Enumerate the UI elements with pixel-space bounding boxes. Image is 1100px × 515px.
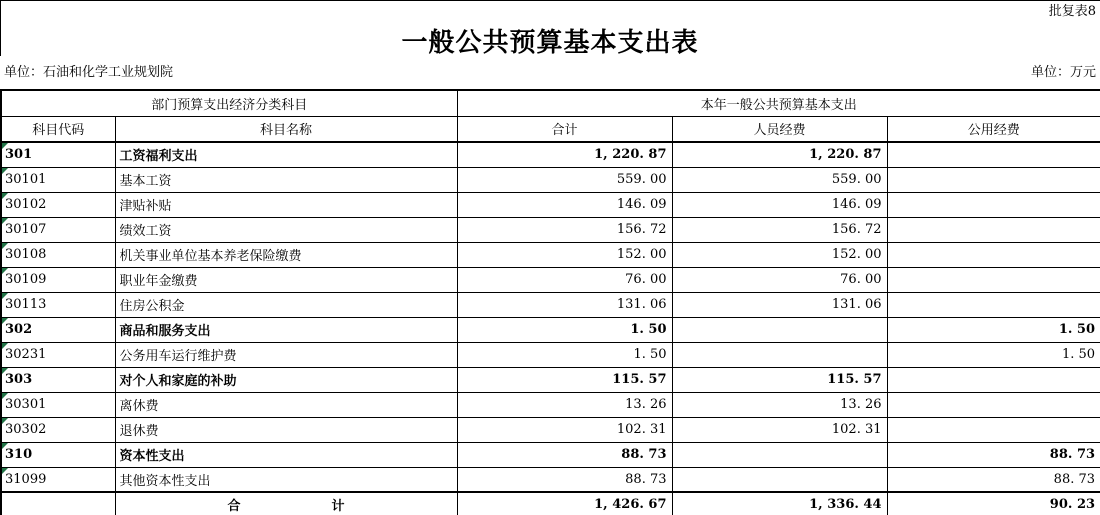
cell-total-amount: [457, 217, 672, 242]
col-header-name: 科目名称: [115, 116, 457, 142]
excel-corner-flag-icon: [2, 343, 8, 349]
table-row: [1, 367, 1100, 392]
cell-personnel-amount: [672, 417, 887, 442]
cell-personnel-amount: [672, 342, 887, 367]
subject-name-text: 机关事业单位基本养老保险缴费: [119, 249, 302, 264]
cell-personnel-amount: [672, 367, 887, 392]
total-amount-text: 76. 00: [625, 272, 667, 287]
public-amount-text: 88. 73: [1053, 471, 1096, 487]
excel-corner-flag-icon: [2, 293, 8, 299]
subject-code-text: 30107: [5, 222, 47, 237]
subject-code-text: 302: [5, 322, 33, 337]
cell-personnel-amount: [672, 392, 887, 417]
cell-public-amount: [887, 217, 1100, 242]
cell-total-amount: [457, 417, 672, 442]
public-amount-text: 1. 50: [1058, 322, 1096, 337]
cell-subject-name: [115, 217, 457, 242]
subject-code-text: 30101: [5, 172, 47, 187]
cell-public-amount: [887, 317, 1100, 342]
subject-name-text: 对个人和家庭的补助: [119, 374, 237, 389]
personnel-amount-text: 152. 00: [831, 247, 882, 262]
cell-public-amount: [887, 367, 1100, 392]
subject-code-text: 30109: [5, 272, 47, 287]
subject-name-text: 资本性支出: [119, 449, 185, 464]
cell-total-amount: [457, 367, 672, 392]
cell-subject-code: [1, 242, 115, 267]
cell-total-amount: [457, 467, 672, 492]
total-amount-text: 131. 06: [616, 297, 667, 312]
page-title: 一般公共预算基本支出表: [401, 28, 699, 58]
cell-subject-code: [1, 192, 115, 217]
cell-subject-code: [1, 342, 115, 367]
total-amount-text: 13. 26: [625, 397, 667, 412]
cell-public-amount: [887, 292, 1100, 317]
cell-subject-code: [1, 492, 115, 515]
excel-corner-flag-icon: [2, 193, 8, 199]
subject-code-text: 30102: [5, 197, 47, 212]
cell-subject-name: [115, 317, 457, 342]
subject-code-text: 303: [5, 372, 33, 387]
cell-subject-name: [115, 367, 457, 392]
cell-total-amount: [457, 492, 672, 515]
cell-subject-code: [1, 392, 115, 417]
subject-name-text: 其他资本性支出: [119, 473, 211, 489]
table-row: [1, 142, 1100, 167]
cell-subject-name: [115, 192, 457, 217]
cell-personnel-amount: [672, 167, 887, 192]
table-row: [1, 442, 1100, 467]
table-row: [1, 217, 1100, 242]
cell-public-amount: [887, 442, 1100, 467]
cell-total-amount: [457, 317, 672, 342]
cell-subject-name: [115, 492, 457, 515]
subject-name-text: 退休费: [119, 424, 159, 439]
cell-subject-code: [1, 167, 115, 192]
subject-code-text: 30113: [5, 297, 47, 312]
cell-total-amount: [457, 267, 672, 292]
cell-subject-code: [1, 417, 115, 442]
cell-subject-name: [115, 442, 457, 467]
total-amount-text: 146. 09: [616, 197, 667, 212]
cell-public-amount: [887, 417, 1100, 442]
cell-public-amount: [887, 267, 1100, 292]
subject-name-text: 合 计: [227, 499, 345, 514]
cell-personnel-amount: [672, 317, 887, 342]
excel-corner-flag-icon: [2, 168, 8, 174]
cell-total-amount: [457, 167, 672, 192]
total-amount-text: 156. 72: [616, 222, 667, 237]
subject-name-text: 工资福利支出: [119, 149, 198, 165]
total-amount-text: 102. 31: [616, 422, 667, 437]
cell-subject-name: [115, 392, 457, 417]
excel-corner-flag-icon: [2, 318, 8, 324]
personnel-amount-text: 1, 220. 87: [809, 147, 882, 163]
col-header-personnel: 人员经费: [672, 116, 887, 142]
col-header-total: 合计: [457, 116, 672, 142]
subject-name-text: 津贴补贴: [119, 199, 172, 214]
table-row: [1, 167, 1100, 192]
cell-subject-name: [115, 467, 457, 492]
public-amount-text: 90. 23: [1049, 497, 1096, 512]
subject-name-text: 商品和服务支出: [119, 324, 211, 339]
cell-total-amount: [457, 342, 672, 367]
table-row: [1, 417, 1100, 442]
cell-public-amount: [887, 142, 1100, 167]
cell-personnel-amount: [672, 492, 887, 515]
cell-total-amount: [457, 192, 672, 217]
cell-total-amount: [457, 292, 672, 317]
subject-code-text: 30231: [5, 347, 47, 362]
cell-public-amount: [887, 192, 1100, 217]
excel-corner-flag-icon: [2, 468, 8, 474]
cell-subject-name: [115, 267, 457, 292]
table-row: [1, 392, 1100, 417]
cell-subject-name: [115, 242, 457, 267]
table-header: [1, 90, 1100, 142]
cell-total-amount: [457, 392, 672, 417]
cell-total-amount: [457, 242, 672, 267]
cell-subject-name: [115, 417, 457, 442]
cell-public-amount: [887, 392, 1100, 417]
header-section-left: 部门预算支出经济分类科目: [1, 90, 457, 116]
total-amount-text: 1, 426. 67: [594, 497, 667, 512]
cell-total-amount: [457, 142, 672, 167]
personnel-amount-text: 1, 336. 44: [809, 497, 882, 512]
cell-subject-name: [115, 167, 457, 192]
total-amount-text: 559. 00: [616, 172, 667, 187]
excel-corner-flag-icon: [2, 243, 8, 249]
cell-subject-code: [1, 217, 115, 242]
subject-code-text: 30301: [5, 397, 47, 412]
total-amount-text: 115. 57: [612, 372, 667, 387]
header-section-row: [1, 90, 1100, 116]
cell-subject-code: [1, 367, 115, 392]
table-row: [1, 292, 1100, 317]
cell-subject-code: [1, 442, 115, 467]
excel-corner-flag-icon: [2, 368, 8, 374]
excel-corner-flag-icon: [2, 218, 8, 224]
public-amount-text: 88. 73: [1049, 447, 1096, 462]
table-row: [1, 317, 1100, 342]
subject-code-text: 30108: [5, 247, 47, 262]
cell-personnel-amount: [672, 217, 887, 242]
total-amount-text: 1. 50: [633, 347, 667, 362]
personnel-amount-text: 102. 31: [831, 422, 882, 437]
doc-type-label: 批复表8: [1048, 4, 1096, 19]
cell-personnel-amount: [672, 242, 887, 267]
subject-name-text: 基本工资: [119, 174, 172, 189]
cell-subject-name: [115, 292, 457, 317]
cell-subject-name: [115, 342, 457, 367]
personnel-amount-text: 146. 09: [831, 197, 882, 212]
cell-personnel-amount: [672, 467, 887, 492]
col-header-code: 科目代码: [1, 116, 115, 142]
table-row: [1, 242, 1100, 267]
subject-code-text: 30302: [5, 422, 47, 437]
subject-code-text: 301: [5, 147, 33, 163]
cell-public-amount: [887, 467, 1100, 492]
cell-subject-code: [1, 142, 115, 167]
cell-subject-code: [1, 292, 115, 317]
excel-corner-flag-icon: [2, 443, 8, 449]
cell-personnel-amount: [672, 192, 887, 217]
table-row: [1, 192, 1100, 217]
cell-personnel-amount: [672, 442, 887, 467]
budget-table: [0, 89, 1100, 515]
personnel-amount-text: 559. 00: [831, 172, 882, 187]
table-row: [1, 467, 1100, 492]
unit-currency-label: 单位：万元: [1030, 65, 1096, 80]
cell-personnel-amount: [672, 267, 887, 292]
cell-subject-name: [115, 142, 457, 167]
subject-name-text: 公务用车运行维护费: [119, 349, 237, 364]
subject-name-text: 绩效工资: [119, 224, 172, 239]
cell-subject-code: [1, 317, 115, 342]
personnel-amount-text: 13. 26: [840, 397, 882, 412]
excel-corner-flag-icon: [2, 418, 8, 424]
cell-personnel-amount: [672, 292, 887, 317]
subject-name-text: 住房公积金: [119, 299, 185, 314]
cell-public-amount: [887, 492, 1100, 515]
cell-public-amount: [887, 167, 1100, 192]
table-row: [1, 492, 1100, 515]
excel-corner-flag-icon: [2, 393, 8, 399]
cell-public-amount: [887, 342, 1100, 367]
cell-subject-code: [1, 467, 115, 492]
personnel-amount-text: 156. 72: [831, 222, 882, 237]
subject-code-text: 31099: [5, 471, 47, 487]
personnel-amount-text: 76. 00: [840, 272, 882, 287]
total-amount-text: 152. 00: [616, 247, 667, 262]
excel-corner-flag-icon: [2, 268, 8, 274]
cell-total-amount: [457, 442, 672, 467]
subject-code-text: 310: [5, 447, 33, 462]
cell-public-amount: [887, 242, 1100, 267]
subject-name-text: 离休费: [119, 399, 159, 414]
header-section-right: 本年一般公共预算基本支出: [457, 90, 1100, 116]
total-amount-text: 88. 73: [621, 447, 667, 462]
total-amount-text: 1, 220. 87: [594, 147, 667, 163]
col-header-public: 公用经费: [887, 116, 1100, 142]
unit-row: [4, 65, 1096, 81]
cell-subject-code: [1, 267, 115, 292]
subject-name-text: 职业年金缴费: [119, 274, 198, 289]
table-row: [1, 267, 1100, 292]
header-columns-row: [1, 116, 1100, 142]
cell-personnel-amount: [672, 142, 887, 167]
public-amount-text: 1. 50: [1061, 347, 1096, 362]
excel-corner-flag-icon: [2, 143, 8, 149]
total-amount-text: 1. 50: [630, 322, 667, 337]
unit-name-label: 单位：石油和化学工业规划院: [4, 65, 174, 80]
personnel-amount-text: 131. 06: [831, 297, 882, 312]
table-body: [1, 142, 1100, 515]
personnel-amount-text: 115. 57: [827, 372, 882, 387]
table-row: [1, 342, 1100, 367]
total-amount-text: 88. 73: [625, 471, 667, 487]
